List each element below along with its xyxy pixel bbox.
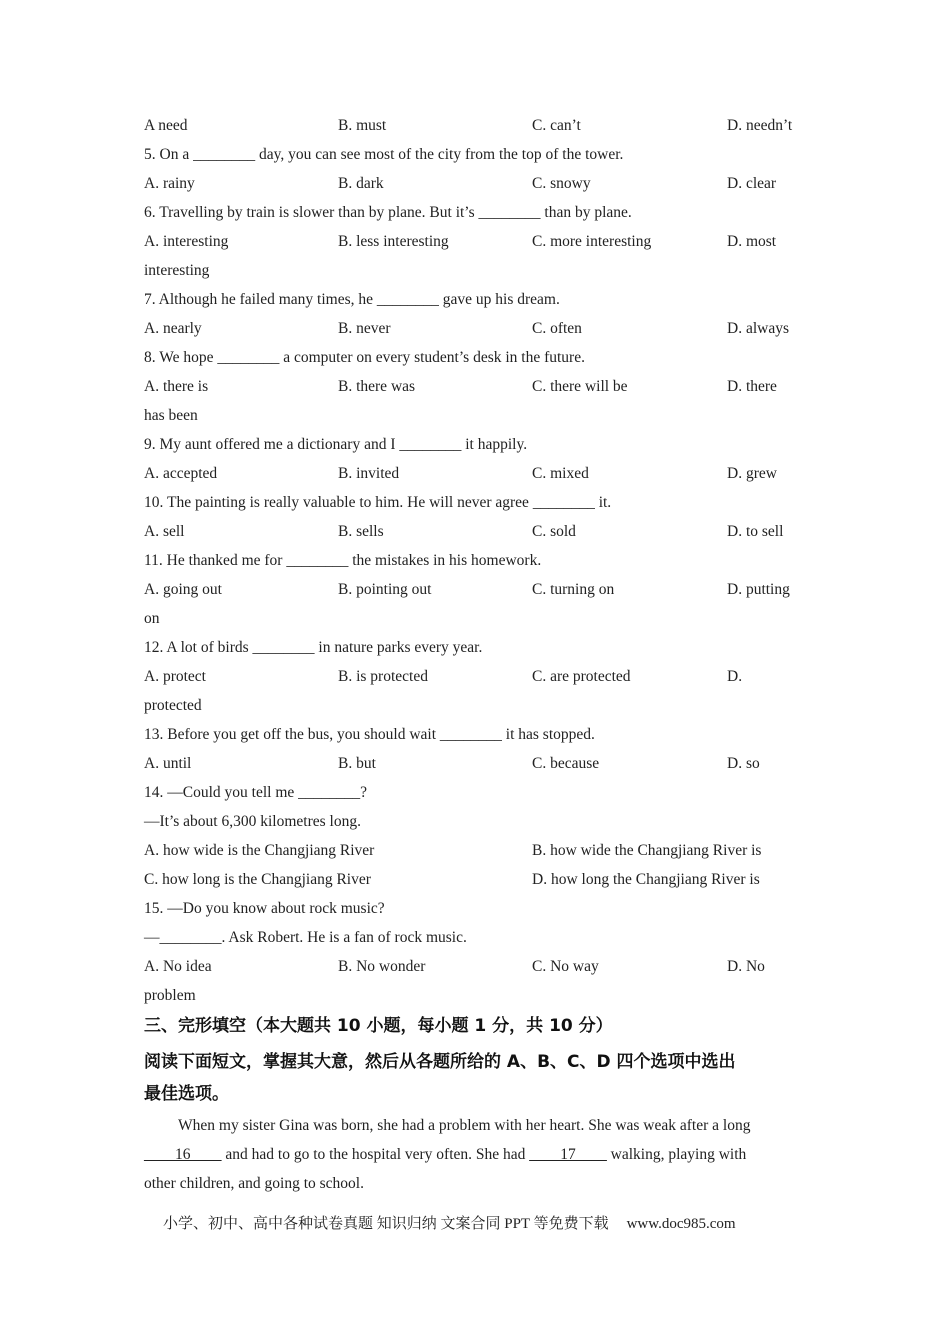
footer-text: 小学、初中、高中各种试卷真题 知识归纳 文案合同 PPT 等免费下载 bbox=[163, 1216, 609, 1232]
option-c: C. No way bbox=[532, 958, 599, 975]
question-stem: 13. Before you get off the bus, you should wait ________ it has stopped. bbox=[144, 726, 595, 743]
option-d: D. No bbox=[727, 958, 765, 975]
option-c: C. can’t bbox=[532, 117, 581, 134]
question-stem: 8. We hope ________ a computer on every student’s desk in the future. bbox=[144, 349, 585, 366]
option-b: B. less interesting bbox=[338, 233, 449, 250]
option-c: C. often bbox=[532, 320, 582, 337]
option-c: C. how long is the Changjiang River bbox=[144, 871, 371, 888]
option-b: B. pointing out bbox=[338, 581, 432, 598]
option-d: D. to sell bbox=[727, 523, 784, 540]
option-b: B. never bbox=[338, 320, 391, 337]
option-b: B. is protected bbox=[338, 668, 428, 685]
option-d: D. grew bbox=[727, 465, 777, 482]
section-instruction-cont: 最佳选项。 bbox=[144, 1084, 229, 1104]
option-c: C. sold bbox=[532, 523, 576, 540]
option-c: C. more interesting bbox=[532, 233, 652, 250]
option-a: A. until bbox=[144, 755, 192, 772]
question-stem: 5. On a ________ day, you can see most of the city from the top of the tower. bbox=[144, 146, 624, 163]
page-footer bbox=[163, 1214, 736, 1234]
section-instruction: 阅读下面短文，掌握其大意，然后从各题所给的 A、B、C、D 四个选项中选出 bbox=[144, 1052, 736, 1072]
option-a: A. sell bbox=[144, 523, 185, 540]
passage-text: and had to go to the hospital very often. She had bbox=[221, 1146, 530, 1163]
option-a: A need bbox=[144, 117, 188, 134]
footer-site-link[interactable]: www.doc985.com bbox=[626, 1216, 736, 1232]
option-b: B. dark bbox=[338, 175, 384, 192]
option-d: D. clear bbox=[727, 175, 777, 192]
option-b: B. must bbox=[338, 117, 387, 134]
option-b: B. but bbox=[338, 755, 376, 772]
question-stem: 12. A lot of birds ________ in nature parks every year. bbox=[144, 639, 483, 656]
option-a: A. No idea bbox=[144, 958, 212, 975]
question-dialogue-reply: —It’s about 6,300 kilometres long. bbox=[144, 813, 361, 830]
option-a: A. there is bbox=[144, 378, 209, 395]
option-d: D. needn’t bbox=[727, 117, 793, 134]
question-dialogue-reply: —________. Ask Robert. He is a fan of rock music. bbox=[144, 929, 467, 946]
question-stem: 6. Travelling by train is slower than by plane. But it’s ________ than by plane. bbox=[144, 204, 632, 221]
option-a: A. accepted bbox=[144, 465, 218, 482]
question-stem: 7. Although he failed many times, he ________ gave up his dream. bbox=[144, 291, 560, 308]
option-a: A. protect bbox=[144, 668, 206, 685]
option-c: C. are protected bbox=[532, 668, 631, 685]
option-b: B. sells bbox=[338, 523, 384, 540]
option-b: B. how wide the Changjiang River is bbox=[532, 842, 762, 859]
question-stem: 11. He thanked me for ________ the mistakes in his homework. bbox=[144, 552, 542, 569]
passage-text: walking, playing with bbox=[606, 1146, 747, 1163]
question-stem: 10. The painting is really valuable to him. He will never agree ________ it. bbox=[144, 494, 612, 511]
option-b: B. there was bbox=[338, 378, 416, 395]
option-b: B. No wonder bbox=[338, 958, 426, 975]
passage-line: other children, and going to school. bbox=[144, 1175, 364, 1192]
option-c: C. snowy bbox=[532, 175, 591, 192]
passage-line bbox=[144, 1145, 746, 1165]
option-a: A. interesting bbox=[144, 233, 229, 250]
blank-16: ____16____ bbox=[144, 1146, 222, 1163]
option-d: D. most bbox=[727, 233, 777, 250]
option-a: A. going out bbox=[144, 581, 222, 598]
option-d: D. there bbox=[727, 378, 777, 395]
option-c: C. mixed bbox=[532, 465, 589, 482]
option-c: C. turning on bbox=[532, 581, 615, 598]
question-stem: 15. —Do you know about rock music? bbox=[144, 900, 385, 917]
option-d: D. always bbox=[727, 320, 789, 337]
option-wrap-text: protected bbox=[144, 697, 202, 714]
question-stem: 14. —Could you tell me ________? bbox=[144, 784, 368, 801]
option-d: D. putting bbox=[727, 581, 790, 598]
option-b: B. invited bbox=[338, 465, 400, 482]
passage-line: When my sister Gina was born, she had a problem with her heart. She was weak after a long bbox=[178, 1117, 751, 1134]
option-c: C. because bbox=[532, 755, 600, 772]
option-d: D. how long the Changjiang River is bbox=[532, 871, 760, 888]
option-d: D. bbox=[727, 668, 743, 685]
option-c: C. there will be bbox=[532, 378, 628, 395]
option-wrap-text: interesting bbox=[144, 262, 210, 279]
option-wrap-text: has been bbox=[144, 407, 198, 424]
option-a: A. how wide is the Changjiang River bbox=[144, 842, 375, 859]
option-d: D. so bbox=[727, 755, 760, 772]
option-wrap-text: problem bbox=[144, 987, 196, 1004]
option-wrap-text: on bbox=[144, 610, 160, 627]
blank-17: ____17____ bbox=[529, 1146, 607, 1163]
section-title: 三、完形填空（本大题共 10 小题，每小题 1 分，共 10 分） bbox=[144, 1016, 613, 1036]
option-a: A. rainy bbox=[144, 175, 195, 192]
question-stem: 9. My aunt offered me a dictionary and I ________ it happily. bbox=[144, 436, 528, 453]
option-a: A. nearly bbox=[144, 320, 202, 337]
